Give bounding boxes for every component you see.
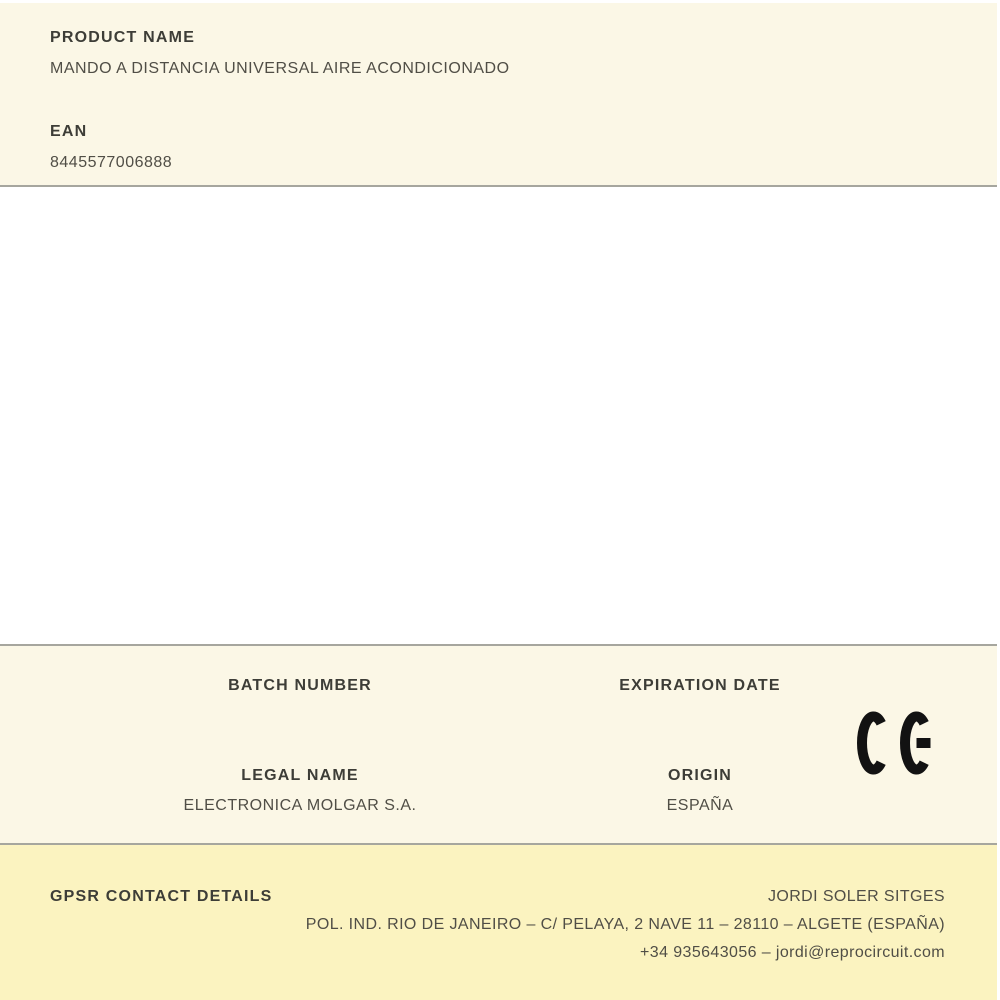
gpsr-contact-heading: GPSR CONTACT DETAILS	[50, 888, 273, 905]
gpsr-contact-address: POL. IND. RIO DE JANEIRO – C/ PELAYA, 2 NAVE 11 – 28110 – ALGETE (ESPAÑA)	[305, 916, 945, 933]
gpsr-contact-phone-email: +34 935643056 – jordi@reprocircuit.com	[640, 944, 945, 961]
gpsr-contact-name: JORDI SOLER SITGES	[767, 888, 945, 905]
batch-number-label: BATCH NUMBER	[228, 677, 372, 694]
ce-marking-icon	[857, 710, 941, 776]
legal-name-value: ELECTRONICA MOLGAR S.A.	[183, 797, 417, 814]
product-name-value: MANDO A DISTANCIA UNIVERSAL AIRE ACONDICIONADO	[50, 60, 510, 77]
gpsr-contact-section	[0, 845, 997, 1000]
product-name-label: PRODUCT NAME	[50, 29, 196, 46]
expiration-date-label: EXPIRATION DATE	[619, 677, 781, 694]
product-info-section	[0, 3, 997, 185]
gpsr-contact-lines	[273, 883, 945, 967]
ean-value: 8445577006888	[50, 154, 173, 171]
legal-name-label: LEGAL NAME	[241, 767, 359, 784]
section-divider	[0, 185, 997, 187]
origin-label: ORIGIN	[667, 767, 733, 784]
batch-details-section	[0, 646, 997, 843]
ean-label: EAN	[50, 123, 88, 140]
origin-value: ESPAÑA	[666, 797, 734, 814]
